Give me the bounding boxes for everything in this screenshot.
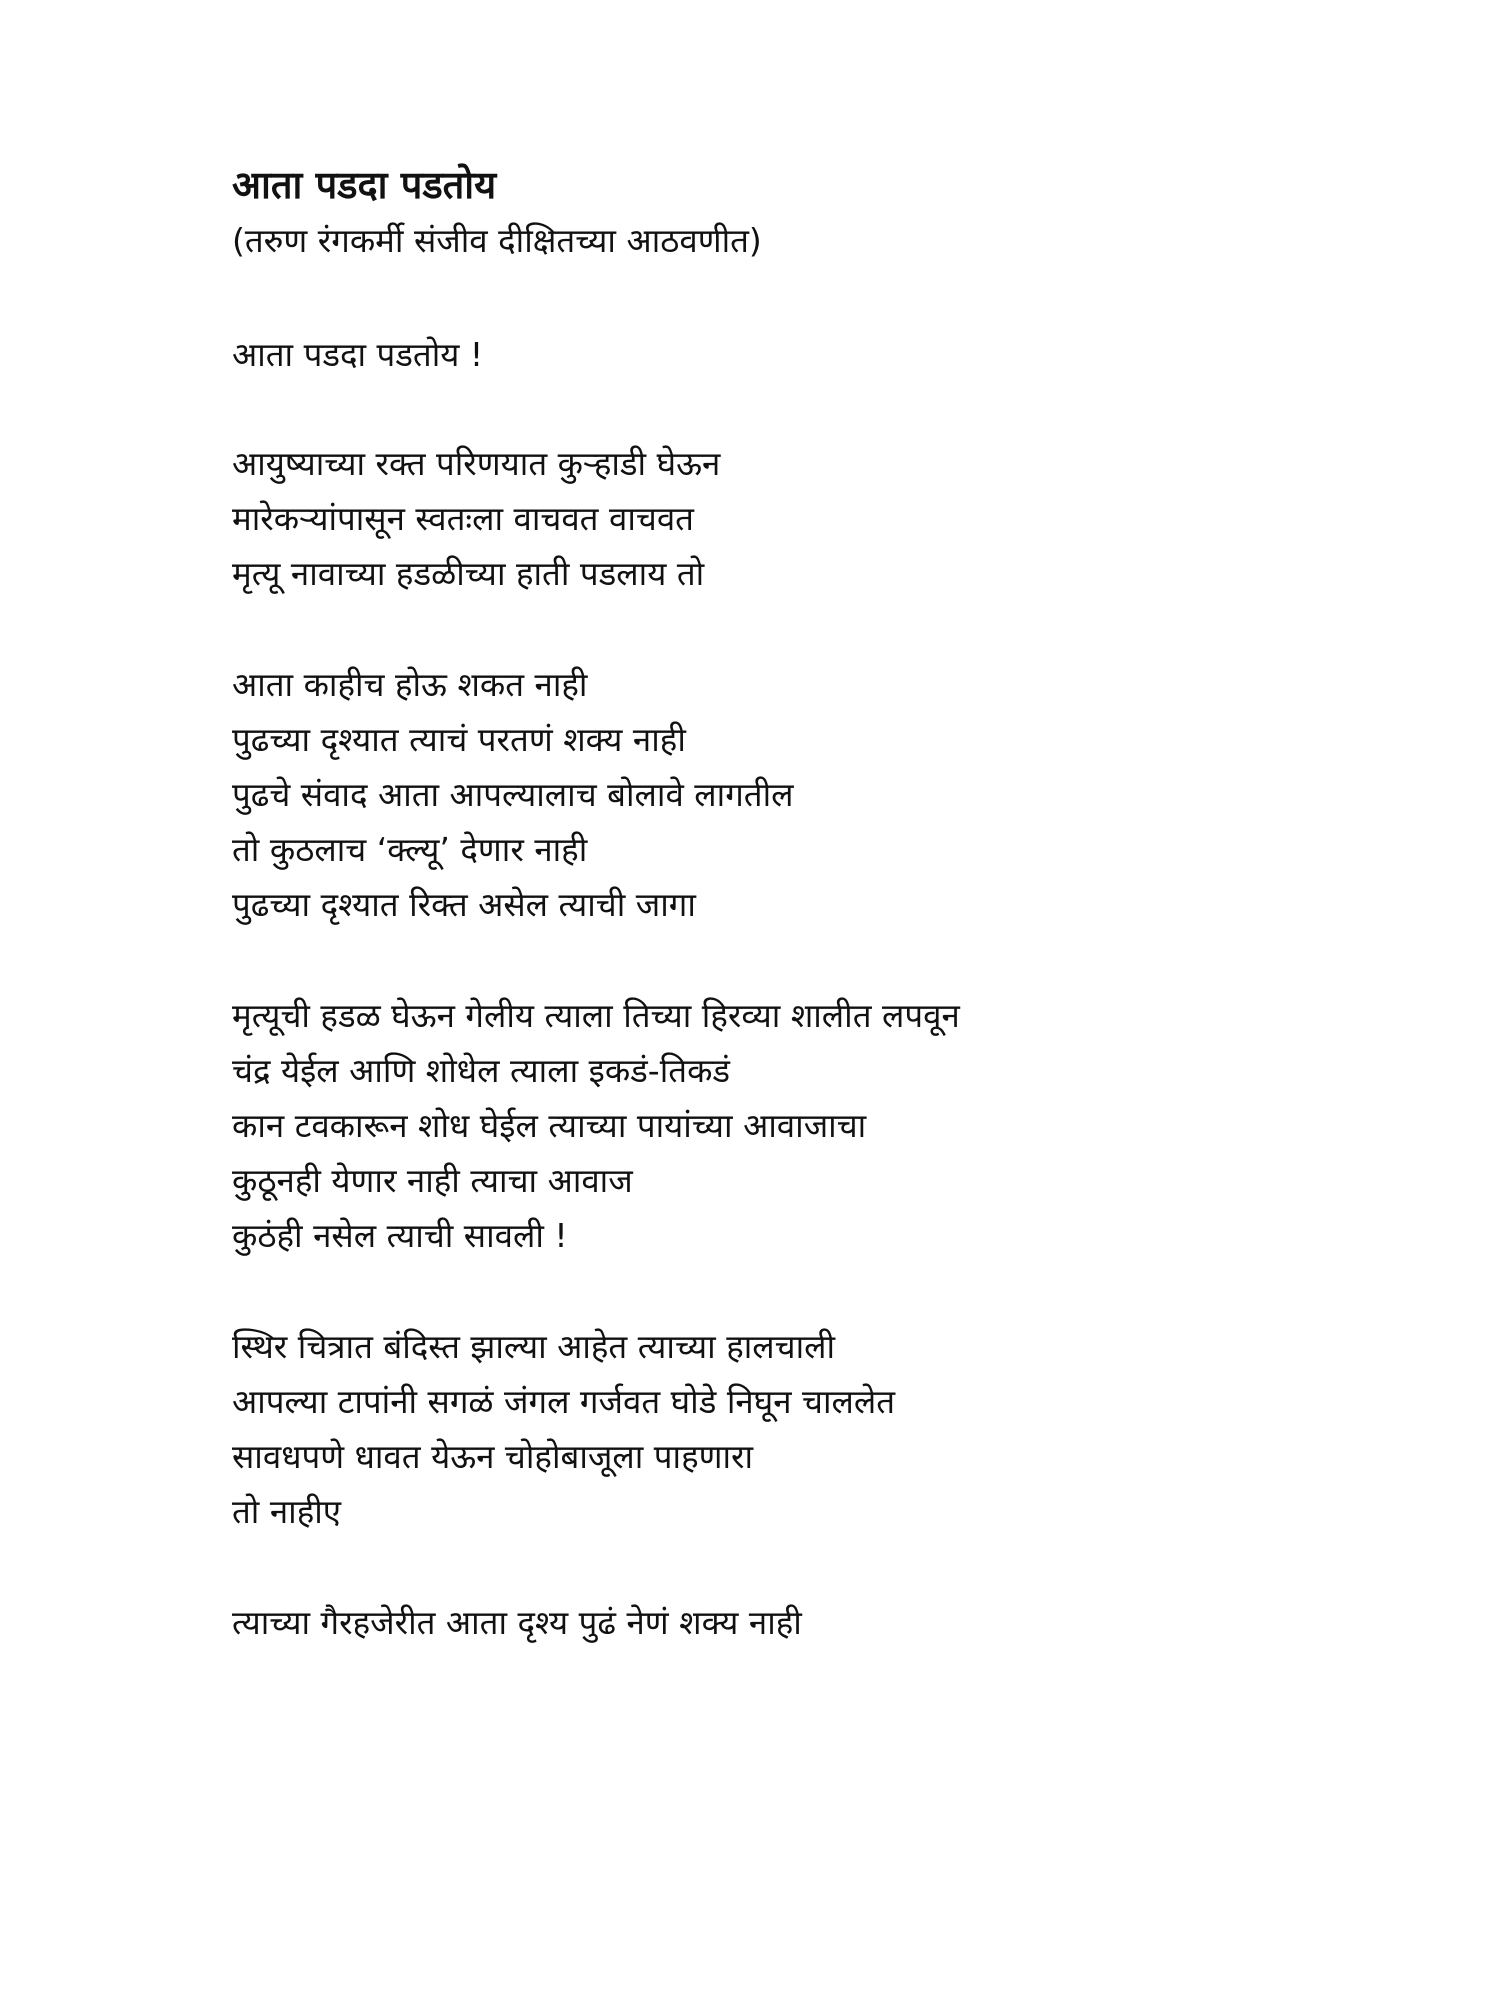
poem-line: तो नाहीए: [232, 1492, 342, 1531]
poem-line: स्थिर चित्रात बंदिस्त झाल्या आहेत त्याच्या हालचाली: [232, 1327, 836, 1366]
poem-line: चंद्र येईल आणि शोधेल त्याला इकडं-तिकडं: [232, 1051, 731, 1090]
stanza-1: [232, 436, 1382, 601]
poem-line: कुठूनही येणार नाही त्याचा आवाज: [232, 1161, 633, 1200]
poem-line: मृत्यू नावाच्या हडळीच्या हाती पडलाय तो: [232, 554, 705, 593]
stanza-3: [232, 988, 1382, 1263]
poem-line: मृत्यूची हडळ घेऊन गेलीय त्याला तिच्या हिरव्या शालीत लपवून: [232, 996, 960, 1035]
poem-subtitle: (तरुण रंगकर्मी संजीव दीक्षितच्या आठवणीत): [232, 221, 762, 260]
poem-line: कुठंही नसेल त्याची सावली !: [232, 1216, 568, 1255]
stanza-5: [232, 1595, 1382, 1650]
poem-line: आयुष्याच्या रक्त परिणयात कुऱ्हाडी घेऊन: [232, 444, 721, 483]
poem-line: आपल्या टापांनी सगळं जंगल गर्जवत घोडे निघून चाललेत: [232, 1382, 896, 1421]
poem-line: पुढच्या दृश्यात त्याचं परतणं शक्य नाही: [232, 720, 686, 759]
poem-line: पुढचे संवाद आता आपल्यालाच बोलावे लागतील: [232, 775, 794, 814]
poem-line: तो कुठलाच ‘क्ल्यू’ देणार नाही: [232, 830, 588, 869]
poem-line: त्याच्या गैरहजेरीत आता दृश्य पुढं नेणं शक्य नाही: [232, 1603, 802, 1642]
poem-line: पुढच्या दृश्यात रिक्त असेल त्याची जागा: [232, 885, 696, 924]
poem-body: [232, 160, 1382, 1650]
poem-line: आता काहीच होऊ शकत नाही: [232, 665, 588, 704]
poem-line: सावधपणे धावत येऊन चोहोबाजूला पाहणारा: [232, 1437, 754, 1476]
stanza-2: [232, 657, 1382, 932]
poem-title: आता पडदा पडतोय: [232, 163, 497, 207]
poem-line: कान टवकारून शोध घेईल त्याच्या पायांच्या आवाजाचा: [232, 1106, 867, 1145]
poem-opening-line: आता पडदा पडतोय !: [232, 335, 484, 374]
poem-line: मारेकऱ्यांपासून स्वतःला वाचवत वाचवत: [232, 499, 694, 538]
stanza-4: [232, 1319, 1382, 1539]
